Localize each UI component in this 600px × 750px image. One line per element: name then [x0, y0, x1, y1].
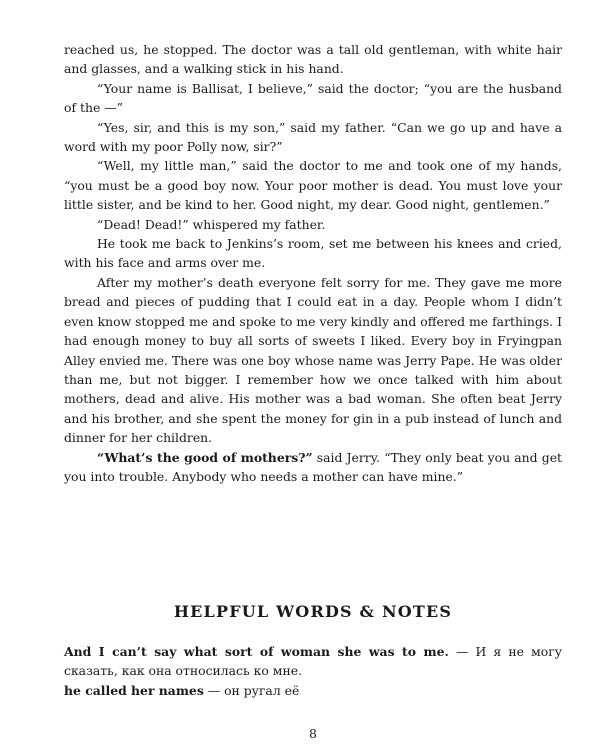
note-translation: — И я не могу сказать, как она относилась ко мне. [64, 644, 562, 679]
paragraph-text: said Jerry. “They only beat you and get you into trouble. Anybody who needs a mother can have mine.” [64, 449, 563, 484]
paragraph-text: After my mother’s death everyone felt sorry for me. They gave me more bread and pieces of pudding that I could eat in a day. People whom I didn’t even know stopped me and spoke to me very kindly and offered me farthings. I had enough money to buy all sorts of sweets I liked. Every boy in Fryingpan Alley envied me. There was one boy whose name was Jerry Pape. He was older than me, but not bigger. I remember how we once talked with him about mothers, dead and alive. His mother was a bad woman. She often beat Jerry and his brother, and she spent the money for gin in a pub instead of lunch and dinner for her children. [64, 274, 562, 446]
page-number: 8 [309, 726, 317, 741]
paragraph [64, 448, 562, 487]
notes-list [64, 642, 562, 700]
paragraph [64, 156, 562, 214]
note-phrase: he called her names [64, 682, 204, 698]
book-page [64, 40, 563, 741]
paragraph [64, 40, 562, 79]
paragraph-text: He took me back to Jenkins’s room, set me between his knees and cried, with his face and arms over me. [64, 236, 562, 271]
note-entry [64, 642, 562, 681]
paragraph [64, 215, 562, 234]
note-entry [64, 681, 562, 700]
paragraph-text: “Well, my little man,” said the doctor to me and took one of my hands, “you must be a good boy now. Your poor mother is dead. You must love your little sister, and be kind to her. Good night, my dear. Good night, gentlemen.” [64, 158, 562, 213]
note-phrase: And I can’t say what sort of woman she was to me. [64, 644, 449, 659]
notes-heading: HELPFUL WORDS & NOTES [173, 602, 453, 621]
paragraph [64, 118, 562, 157]
paragraph-lead: “What’s the good of mothers?” [97, 449, 313, 465]
story-text [64, 40, 562, 486]
paragraph [64, 273, 562, 448]
paragraph-text: “Your name is Ballisat, I believe,” said the doctor; “you are the husband of the —” [64, 80, 562, 116]
paragraph-text: “Yes, sir, and this is my son,” said my father. “Can we go up and have a word with my poor Polly now, sir?” [64, 119, 562, 155]
paragraph [64, 79, 562, 118]
paragraph [64, 234, 562, 273]
paragraph-text: reached us, he stopped. The doctor was a tall old gentleman, with white hair and glasses, and a walking stick in his hand. [64, 42, 562, 77]
paragraph-text: “Dead! Dead!” whispered my father. [97, 216, 326, 232]
note-translation: — он ругал её [203, 682, 300, 698]
